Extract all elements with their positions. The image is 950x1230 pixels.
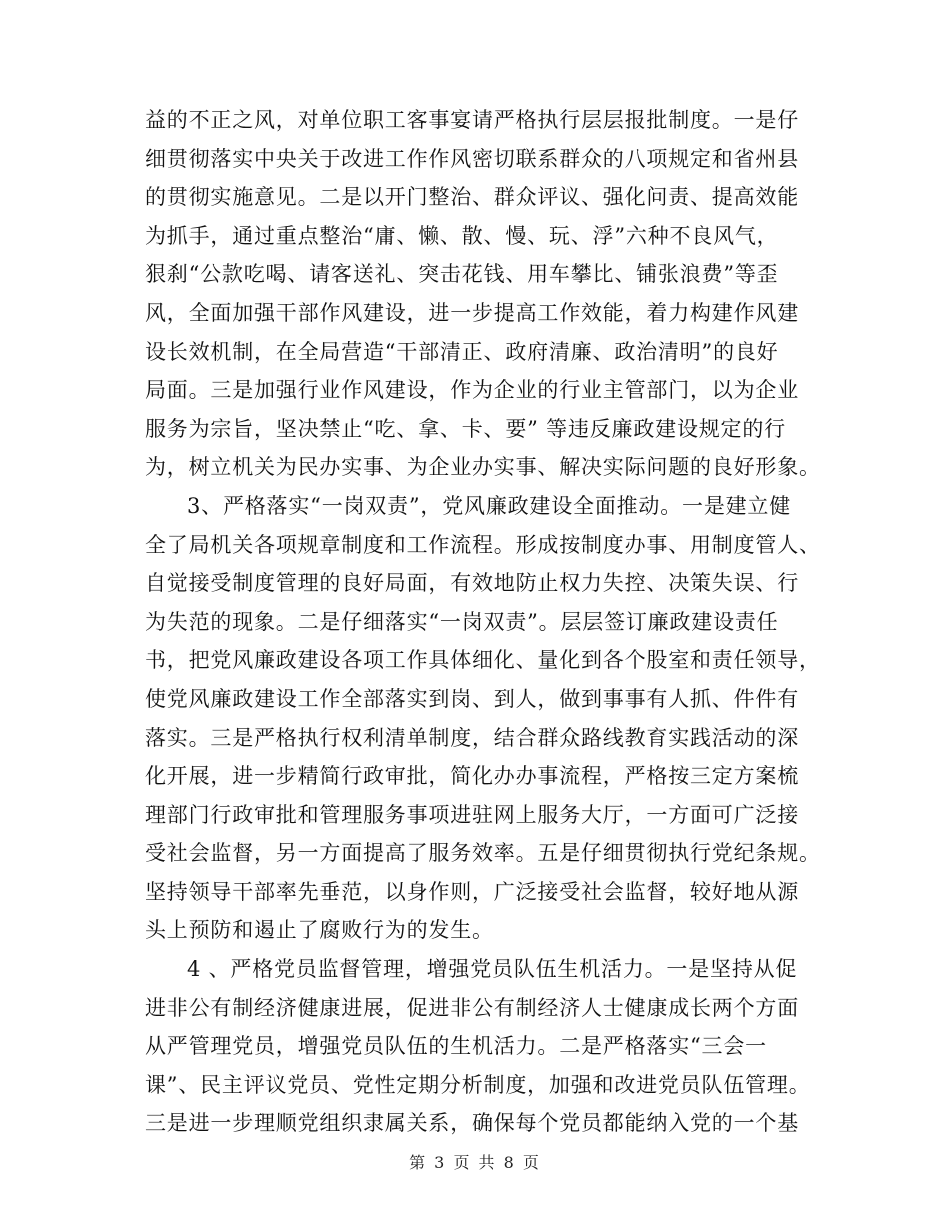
text-line: 三是进一步理顺党组织隶属关系，确保每个党员都能纳入党的一个基 [145, 1111, 799, 1136]
page-footer: 第 3 页 共 8 页 [409, 1153, 541, 1172]
text-line: 从严管理党员，增强党员队伍的生机活力。二是严格落实“三会一 [145, 1034, 767, 1059]
text-line: 为失范的现象。二是仔细落实“一岗双责”。层层签订廉政建设责任 [145, 609, 779, 634]
document-body [145, 101, 821, 1143]
text-line: 化开展，进一步精简行政审批，简化办办事流程，严格按三定方案梳 [145, 764, 799, 789]
text-line: 风，全面加强干部作风建设，进一步提高工作效能，着力构建作风建 [145, 300, 799, 325]
text-line: 落实。三是严格执行权利清单制度，结合群众路线教育实践活动的深 [145, 725, 799, 750]
text-line: 自觉接受制度管理的良好局面，有效地防止权力失控、决策失误、行 [145, 571, 799, 596]
text-line: 头上预防和遏止了腐败行为的发生。 [145, 918, 494, 943]
text-line: 理部门行政审批和管理服务事项进驻网上服务大厅，一方面可广泛接 [145, 802, 799, 827]
text-line: 坚持领导干部率先垂范，以身作则，广泛接受社会监督，较好地从源 [145, 879, 799, 904]
text-line: 使党风廉政建设工作全部落实到岗、到人，做到事事有人抓、件件有 [145, 686, 799, 711]
text-line: 全了局机关各项规章制度和工作流程。形成按制度办事、用制度管人、 [145, 532, 821, 557]
text-line: 进非公有制经济健康进展，促进非公有制经济人士健康成长两个方面 [145, 995, 799, 1020]
text-line: 受社会监督，另一方面提高了服务效率。五是仔细贯彻执行党纪条规。 [145, 841, 821, 866]
text-line: 为，树立机关为民办实事、为企业办实事、解决实际问题的良好形象。 [145, 455, 821, 480]
text-line: 的贯彻实施意见。二是以开门整治、群众评议、强化问责、提高效能 [145, 185, 799, 210]
text-line: 书，把党风廉政建设各项工作具体细化、量化到各个股室和责任领导， [145, 648, 821, 673]
text-line: 益的不正之风，对单位职工客事宴请严格执行层层报批制度。一是仔 [145, 108, 799, 132]
text-line: 局面。三是加强行业作风建设，作为企业的行业主管部门，以为企业 [145, 378, 799, 403]
text-line: 细贯彻落实中央关于改进工作作风密切联系群众的八项规定和省州县 [145, 146, 799, 171]
text-line: 狠刹“公款吃喝、请客送礼、突击花钱、用车攀比、铺张浪费”等歪 [145, 262, 779, 287]
text-line: 服务为宗旨，坚决禁止“吃、拿、卡、要” 等违反廉政建设规定的行 [145, 416, 786, 441]
text-line: 课”、民主评议党员、党性定期分析制度，加强和改进党员队伍管理。 [145, 1072, 811, 1097]
text-line: 为抓手，通过重点整治“庸、懒、散、慢、玩、浮”六种不良风气， [145, 223, 779, 248]
paragraph-start-line: 4 、严格党员监督管理，增强党员队伍生机活力。一是坚持从促 [187, 957, 798, 982]
paragraph-start-line: 3、严格落实“一岗双责”，党风廉政建设全面推动。一是建立健 [187, 493, 792, 518]
text-line: 设长效机制，在全局营造“干部清正、政府清廉、政治清明”的良好 [145, 339, 779, 364]
